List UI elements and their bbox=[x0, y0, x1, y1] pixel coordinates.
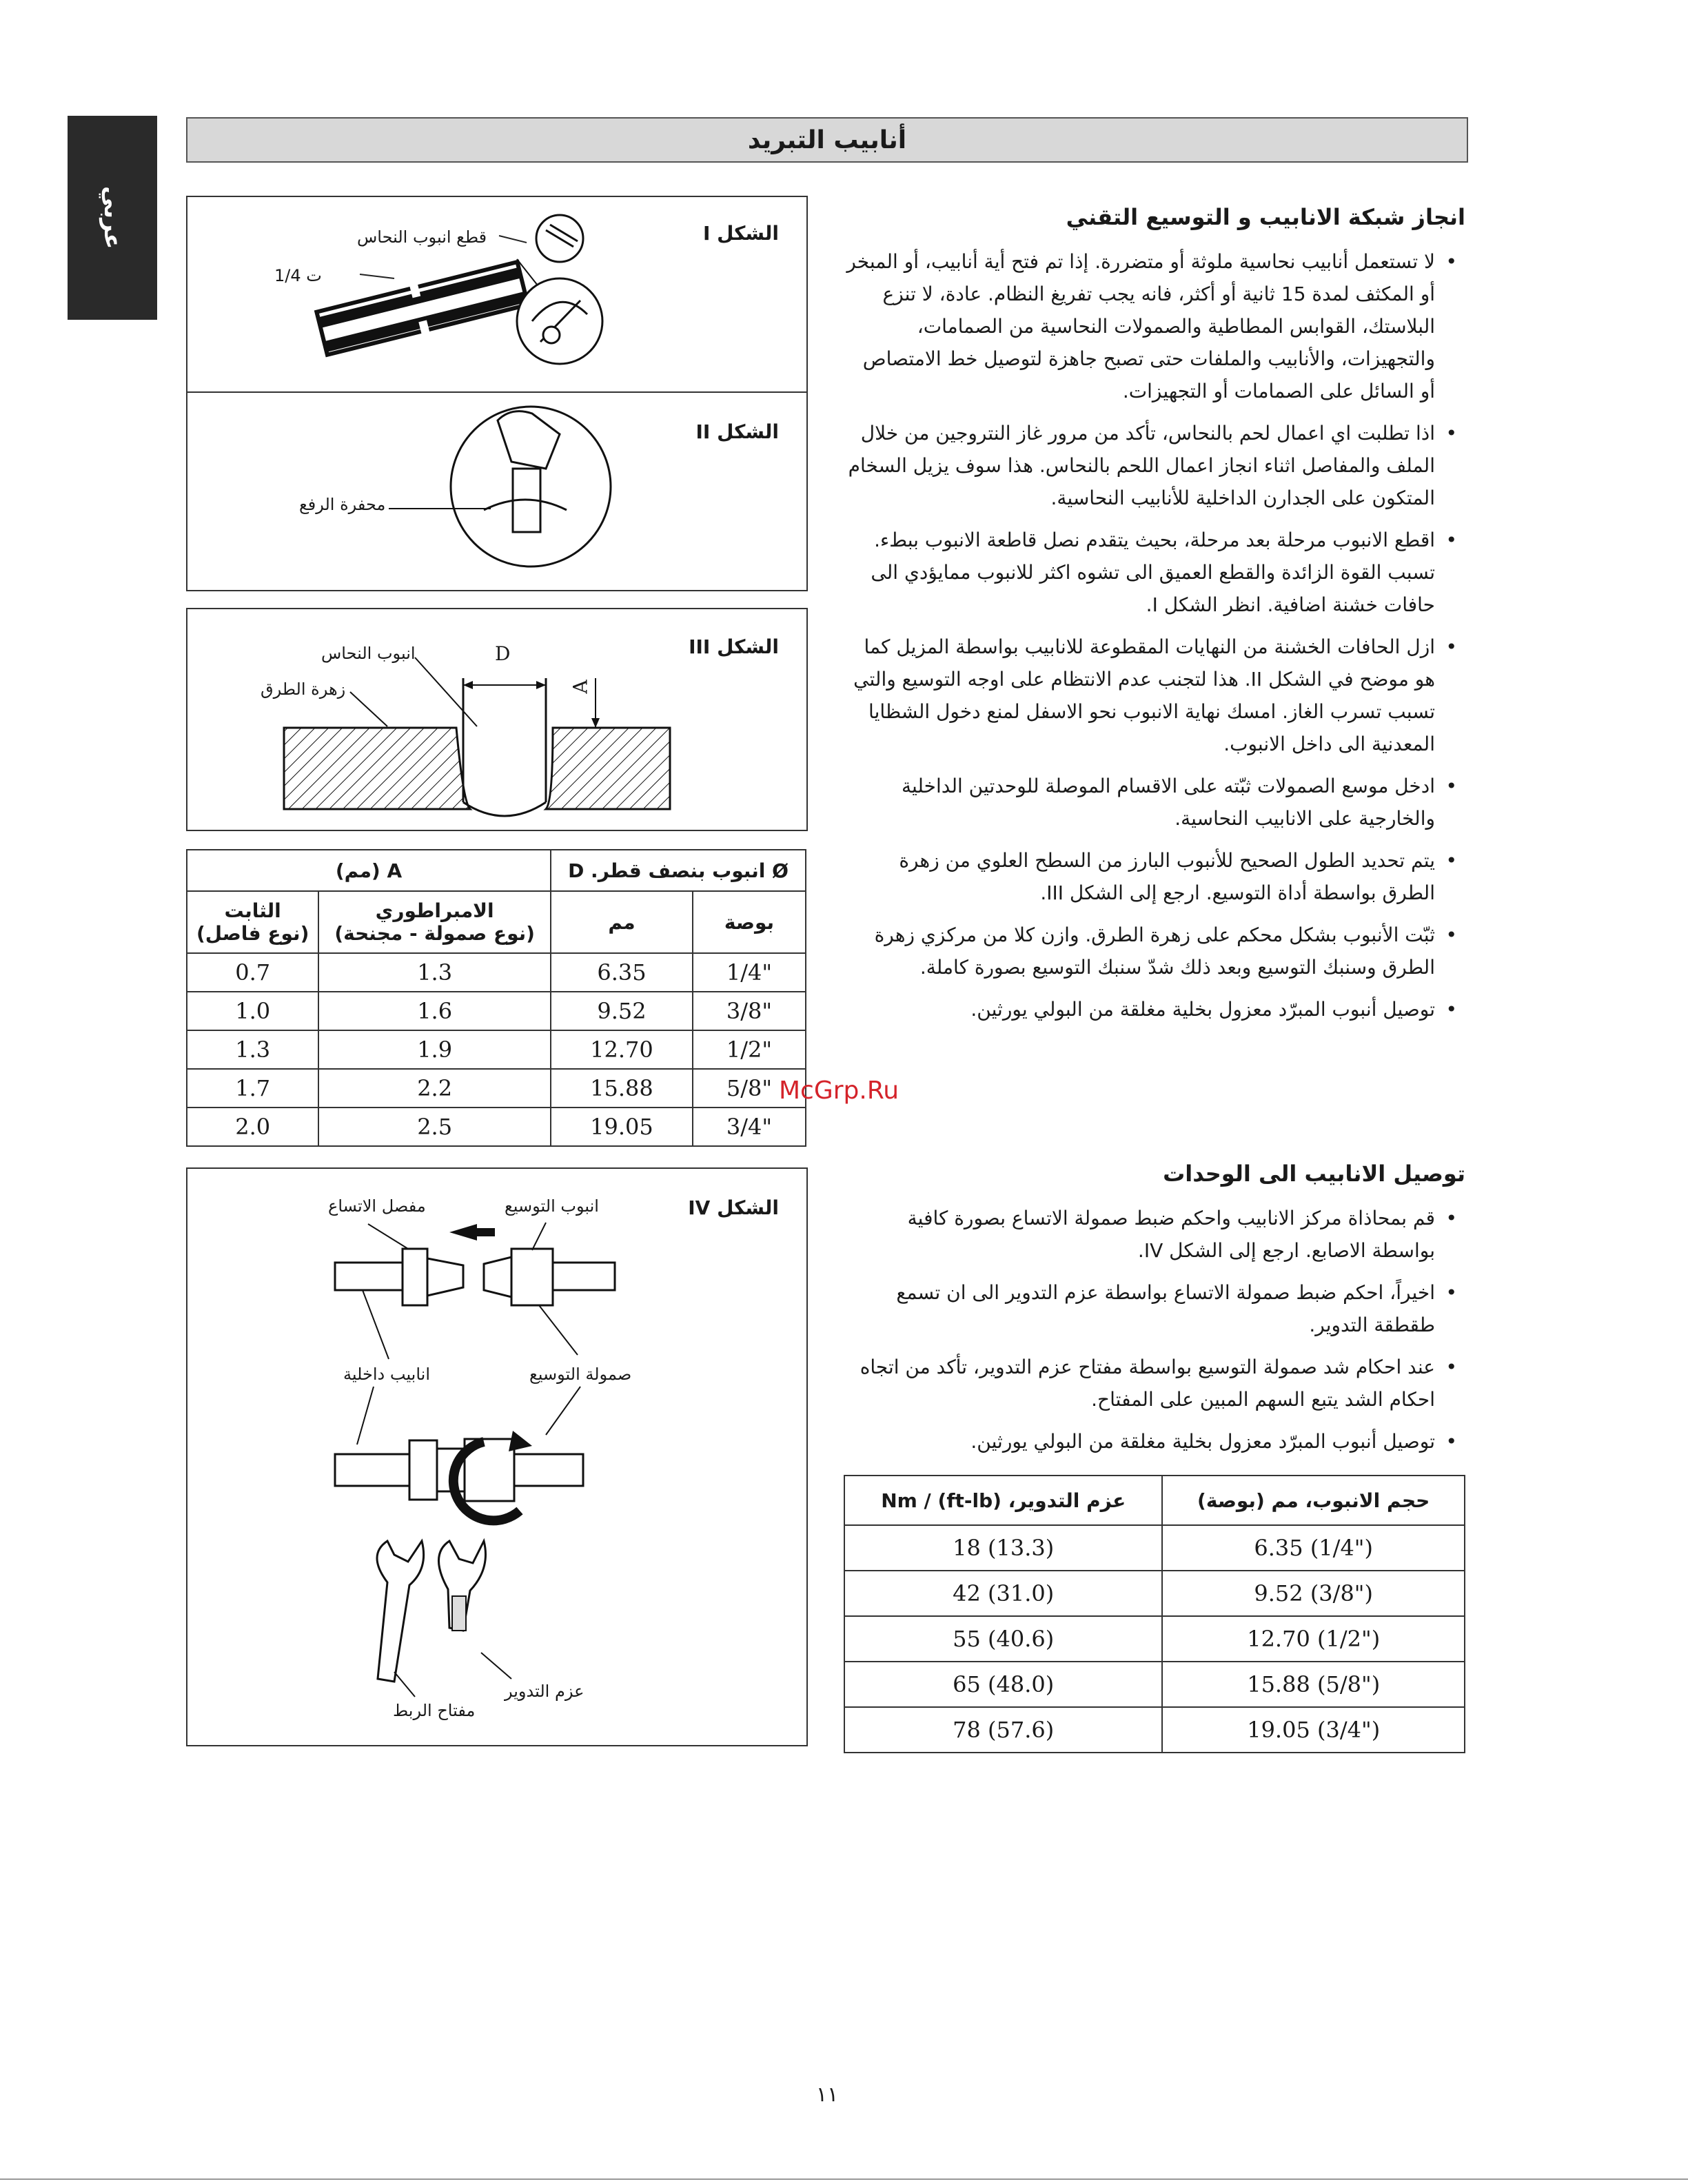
language-tab-label: عربي bbox=[99, 186, 126, 249]
list-item: • عند احكام شد صمولة التوسيع بواسطة مفتاح عزم التدوير، تأكد من اتجاه احكام الشد يتبع السهم المبين على المفتاح. bbox=[842, 1351, 1465, 1416]
col-mm: مم bbox=[551, 891, 693, 953]
col-imperial-sub: (نوع صمولة - مجنحة) bbox=[334, 922, 535, 945]
watermark: McGrp.Ru bbox=[779, 1076, 899, 1105]
list-item: • قم بمحاذاة مركز الانابيب واحكم ضبط صمولة الاتساع بصورة كافية بواسطة الاصابع. ارجع إلى الشكل IV. bbox=[842, 1202, 1465, 1267]
table-row bbox=[844, 1707, 1465, 1753]
cell: 78 (57.6) bbox=[844, 1707, 1162, 1753]
cell: 19.05 bbox=[551, 1108, 693, 1146]
cell: 1.6 bbox=[318, 992, 551, 1030]
list-item: • توصيل أنبوب المبرّد معزول بخلية مغلقة من البولي يورثين. bbox=[842, 993, 1465, 1025]
table-row bbox=[187, 1108, 806, 1146]
indoor-pipes-label: انابيب داخلية bbox=[343, 1365, 431, 1384]
cell: 6.35 (1/4") bbox=[1162, 1525, 1465, 1571]
figure-1 bbox=[186, 196, 808, 394]
table-row bbox=[187, 992, 806, 1030]
list-item: • اذا تطلبت اي اعمال لحم بالنحاس، تأكد من مرور غاز النتروجين من خلال الملف والمفاصل اثناء انجاز اعمال اللحم بالنحاس. هذا سوف يزيل السخام المتكون على الجدارن الداخلية للأنابيب النحاسية. bbox=[842, 417, 1465, 514]
table-row bbox=[844, 1616, 1465, 1662]
flare-joint-label: مفصل الاتساع bbox=[328, 1196, 426, 1216]
cell: 65 (48.0) bbox=[844, 1662, 1162, 1707]
list-item: • يتم تحديد الطول الصحيح للأنبوب البارز من السطح العلوي من زهرة الطرق بواسطة أداة التوسيع. ارجع إلى الشكل III. bbox=[842, 844, 1465, 909]
cell: 15.88 bbox=[551, 1069, 693, 1108]
cell: 2.5 bbox=[318, 1108, 551, 1146]
list-item: • لا تستعمل أنابيب نحاسية ملوثة أو متضررة. إذا تم فتح أية أنابيب، أو المبخر أو المكثف لمدة 15 ثانية أو أكثر، فانه يجب تفريغ النظام. عادة، لا تنزع البلاستك، القوابس المطاطية والصمولات النحاسية من الصمامات، والتجهيزات، والأنابيب والملفات حتى تصبح جاهزة لتوصيل خط الامتصاص أو السائل على الصمامات أو التجهيزات. bbox=[842, 245, 1465, 407]
figure-3-label: الشكل III bbox=[689, 635, 779, 658]
col-fixed bbox=[187, 891, 318, 953]
quarter-label: ت 1/4 bbox=[274, 266, 322, 285]
section-connection bbox=[842, 1161, 1465, 1467]
table-row bbox=[187, 1030, 806, 1069]
torque-label: عزم التدوير bbox=[505, 1682, 584, 1701]
cell: 0.7 bbox=[187, 953, 318, 992]
figure-4-label: الشكل IV bbox=[688, 1196, 779, 1219]
col-imperial bbox=[318, 891, 551, 953]
header-d: Ø انبوب بنصف قطر. D bbox=[551, 850, 806, 891]
spanner-label: مفتاح الربط bbox=[393, 1701, 476, 1720]
col-inch: بوصة bbox=[693, 891, 806, 953]
figure-3 bbox=[186, 608, 808, 831]
flare-bar-label: زهرة الطرق bbox=[261, 680, 346, 699]
table-row bbox=[844, 1525, 1465, 1571]
torque-table bbox=[844, 1475, 1465, 1753]
flare-nut-label: صمولة التوسيع bbox=[529, 1365, 632, 1384]
cell: 19.05 (3/4") bbox=[1162, 1707, 1465, 1753]
list-item: • ادخل موسع الصمولات ثبّته على الاقسام الموصلة للوحدتين الداخلية والخارجية على الانابيب النحاسية. bbox=[842, 770, 1465, 835]
cell: 3/4" bbox=[693, 1108, 806, 1146]
page-title: أنابيب التبريد bbox=[186, 117, 1468, 163]
cell: 15.88 (5/8") bbox=[1162, 1662, 1465, 1707]
cell: 12.70 bbox=[551, 1030, 693, 1069]
cell: 12.70 (1/2") bbox=[1162, 1616, 1465, 1662]
pipe-cutting-drawing bbox=[187, 197, 806, 393]
a-dimension-label: A bbox=[569, 680, 592, 694]
table-header-row bbox=[844, 1476, 1465, 1525]
cell: 1.3 bbox=[318, 953, 551, 992]
cell: 1.0 bbox=[187, 992, 318, 1030]
reamer-drawing bbox=[187, 393, 806, 590]
table-row bbox=[844, 1662, 1465, 1707]
cell: 55 (40.6) bbox=[844, 1616, 1162, 1662]
flare-pipe-label: انبوب التوسيع bbox=[505, 1196, 599, 1216]
cell: 1/2" bbox=[693, 1030, 806, 1069]
cell: 42 (31.0) bbox=[844, 1571, 1162, 1616]
list-item: • توصيل أنبوب المبرّد معزول بخلية مغلقة من البولي يورثين. bbox=[842, 1425, 1465, 1458]
section-piping-list bbox=[842, 245, 1465, 1025]
col-torque: عزم التدوير، Nm / (ft-lb) bbox=[844, 1476, 1162, 1525]
cell: 3/8" bbox=[693, 992, 806, 1030]
table-row bbox=[187, 953, 806, 992]
col-size: حجم الانبوب، مم (بوصة) bbox=[1162, 1476, 1465, 1525]
bottom-rule bbox=[0, 2178, 1688, 2180]
cell: 1.3 bbox=[187, 1030, 318, 1069]
cell: 9.52 bbox=[551, 992, 693, 1030]
list-item: • اخيراً، احكم ضبط صمولة الاتساع بواسطة عزم التدوير الى ان تسمع طقطقة التدوير. bbox=[842, 1276, 1465, 1341]
cut-pipe-label: قطع انبوب النحاس bbox=[357, 227, 487, 247]
header-a: A (مم) bbox=[187, 850, 551, 891]
cell: 6.35 bbox=[551, 953, 693, 992]
col-imperial-title: الامبراطوري bbox=[375, 899, 494, 922]
d-dimension-label: D bbox=[495, 642, 511, 665]
cell: 1.9 bbox=[318, 1030, 551, 1069]
cell: 2.0 bbox=[187, 1108, 318, 1146]
section-piping-heading: انجاز شبكة الانابيب و التوسيع التقني bbox=[1066, 204, 1465, 230]
copper-pipe-label: انبوب النحاس bbox=[321, 644, 416, 663]
list-item: • ثبّت الأنبوب بشكل محكم على زهرة الطرق. وازن كلا من مركزي زهرة الطرق وسنبك التوسيع وبعد ذلك شدّ سنبك التوسيع بصورة كاملة. bbox=[842, 919, 1465, 983]
col-fixed-title: الثابت bbox=[224, 899, 281, 922]
cell: 9.52 (3/8") bbox=[1162, 1571, 1465, 1616]
cell: 1.7 bbox=[187, 1069, 318, 1108]
cell: 1/4" bbox=[693, 953, 806, 992]
table-row bbox=[187, 1069, 806, 1108]
table-row bbox=[844, 1571, 1465, 1616]
section-connection-heading: توصيل الانابيب الى الوحدات bbox=[1163, 1161, 1465, 1187]
cell: 18 (13.3) bbox=[844, 1525, 1162, 1571]
flare-bar-drawing bbox=[187, 609, 806, 830]
figure-4 bbox=[186, 1167, 808, 1746]
list-item: • اقطع الانبوب مرحلة بعد مرحلة، بحيث يتقدم نصل قاطعة الانبوب ببطء. تسبب القوة الزائدة والقطع العميق الى تشوه اكثر للانبوب ممايؤدي الى حافات خشنة اضافية. انظر الشكل I. bbox=[842, 524, 1465, 621]
figure-2-label: الشكل II bbox=[695, 420, 779, 443]
table-header-row bbox=[187, 850, 806, 891]
table-subheader-row bbox=[187, 891, 806, 953]
list-item: • ازل الحافات الخشنة من النهايات المقطوعة للانابيب بواسطة المزيل كما هو موضح في الشكل II. هذا لتجنب عدم الانتظام على اوجه التوسيع والتي تسبب تسرب الغاز. امسك نهاية الانبوب نحو الاسفل لمنع دخول الشظايا المعدنية الى داخل الانبوب. bbox=[842, 631, 1465, 760]
figure-1-label: الشكل I bbox=[702, 222, 779, 245]
section-connection-list bbox=[842, 1202, 1465, 1458]
cell: 5/8" bbox=[693, 1069, 806, 1108]
language-tab[interactable] bbox=[68, 116, 157, 320]
flare-connection-drawing bbox=[187, 1169, 806, 1745]
flare-dimension-table bbox=[186, 849, 806, 1147]
section-piping bbox=[842, 204, 1465, 1035]
figure-2 bbox=[186, 391, 808, 591]
reamer-label: محفرة الرفع bbox=[299, 495, 386, 514]
page-number: ١١ bbox=[816, 2083, 839, 2107]
col-fixed-sub: (نوع فاصل) bbox=[196, 922, 309, 945]
cell: 2.2 bbox=[318, 1069, 551, 1108]
